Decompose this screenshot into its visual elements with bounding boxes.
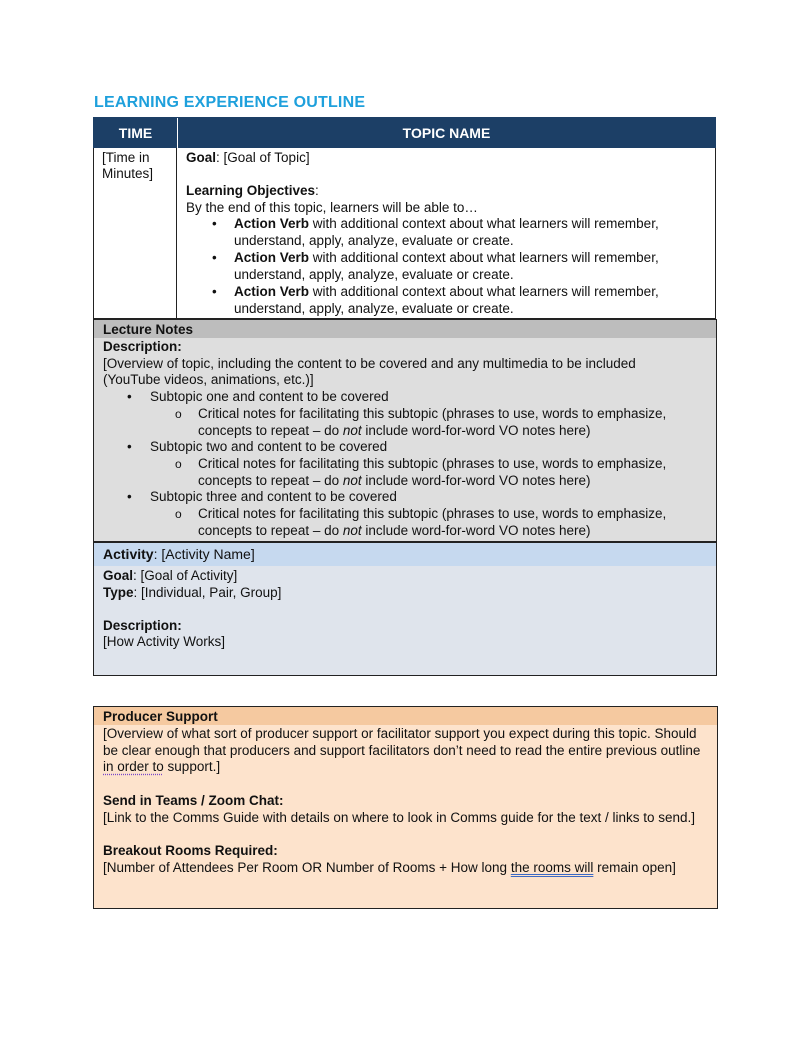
objective-verb: Action Verb xyxy=(234,216,310,231)
activity-goal xyxy=(103,568,716,585)
bullet-icon: • xyxy=(127,489,132,505)
table-header-row xyxy=(93,117,716,149)
bullet-icon: • xyxy=(212,284,217,299)
activity-description-value: [How Activity Works] xyxy=(103,634,226,650)
goal-line xyxy=(186,150,715,167)
note-text: Critical notes for facilitating this subtopic (phrases to use, words to emphasize, concepts to repeat – do xyxy=(198,455,667,488)
topic-row xyxy=(93,148,716,319)
objective-item xyxy=(186,216,715,249)
breakout-heading xyxy=(103,843,707,860)
subtopic-item xyxy=(103,439,716,456)
breakout-value xyxy=(103,860,707,877)
objective-text: with additional context about what learners will remember, understand, apply, analyze, evaluate or create. xyxy=(234,250,659,282)
bullet-icon: • xyxy=(212,250,217,265)
lecture-description-colon: : xyxy=(177,339,182,354)
grammar-flag[interactable]: the rooms will xyxy=(510,859,594,875)
circle-bullet-icon: o xyxy=(175,406,182,421)
note-text-end: include word-for-word VO notes here) xyxy=(361,422,591,438)
note-text-end: include word-for-word VO notes here) xyxy=(361,522,591,538)
subtopic-title: Subtopic three and content to be covered xyxy=(150,489,397,505)
activity-header[interactable] xyxy=(93,542,717,567)
subtopic-item xyxy=(103,389,716,406)
goal-label: Goal xyxy=(186,150,217,165)
chat-colon: : xyxy=(279,792,284,808)
breakout-colon: : xyxy=(273,842,278,858)
note-emphasis: not xyxy=(342,472,362,488)
subtopic-note xyxy=(103,456,716,489)
activity-name: : [Activity Name] xyxy=(153,546,255,562)
breakout-label: Breakout Rooms Required xyxy=(103,842,274,858)
activity-type xyxy=(103,585,716,602)
goal-value: : [Goal of Topic] xyxy=(216,150,310,165)
topic-column-header: TOPIC NAME xyxy=(402,125,491,141)
grammar-flag[interactable]: in order to xyxy=(103,759,164,775)
chat-value: [Link to the Comms Guide with details on where to look in Comms guide for the text / links to send.] xyxy=(103,809,696,825)
lecture-notes-header: Lecture Notes xyxy=(93,319,717,339)
activity-body[interactable] xyxy=(93,566,717,676)
activity-description-heading xyxy=(103,618,716,635)
activity-description-colon: : xyxy=(177,617,182,633)
bullet-icon: • xyxy=(127,439,132,455)
activity-goal-label: Goal xyxy=(103,568,134,583)
producer-overview-text: [Overview of what sort of producer support or facilitator support you expect during this topic. Should be clear enough that producers and support facilitators don’t need to read the entire previous outline xyxy=(103,726,701,758)
objective-text: with additional context about what learners will remember, understand, apply, analyze, evaluate or create. xyxy=(234,216,659,248)
objectives-heading xyxy=(186,183,715,200)
lecture-description-label: Description xyxy=(103,339,178,354)
breakout-text-end: remain open] xyxy=(593,859,676,875)
breakout-text: [Number of Attendees Per Room OR Number of Rooms + How long xyxy=(103,859,511,875)
subtopic-title: Subtopic one and content to be covered xyxy=(150,389,389,405)
objectives-label: Learning Objectives xyxy=(186,183,316,198)
lecture-description-text: [Overview of topic, including the content to be covered and any multimedia to be included (YouTube videos, animations, etc.)] xyxy=(103,355,636,388)
time-cell[interactable]: [Time in Minutes] xyxy=(94,148,177,318)
producer-overview-end: support.] xyxy=(163,759,221,775)
producer-overview xyxy=(103,726,707,776)
note-emphasis: not xyxy=(342,422,362,438)
bullet-icon: • xyxy=(212,216,217,231)
chat-heading xyxy=(103,793,707,810)
bullet-icon: • xyxy=(127,389,132,405)
subtopic-title: Subtopic two and content to be covered xyxy=(150,439,388,455)
document-title: LEARNING EXPERIENCE OUTLINE xyxy=(94,94,366,111)
producer-support-header: Producer Support xyxy=(93,706,718,726)
time-column-header: TIME xyxy=(94,118,178,148)
circle-bullet-icon: o xyxy=(175,456,182,471)
activity-description-label: Description xyxy=(103,617,178,633)
circle-bullet-icon: o xyxy=(175,507,182,522)
objective-verb: Action Verb xyxy=(234,250,310,265)
note-text: Critical notes for facilitating this subtopic (phrases to use, words to emphasize, concepts to repeat – do xyxy=(198,405,667,438)
topic-cell[interactable] xyxy=(178,148,715,318)
lecture-notes-body[interactable] xyxy=(93,338,717,542)
chat-label: Send in Teams / Zoom Chat xyxy=(103,792,280,808)
objective-item xyxy=(186,284,715,317)
objectives-intro: By the end of this topic, learners will be able to… xyxy=(186,199,478,215)
objective-verb: Action Verb xyxy=(234,284,310,299)
subtopic-note xyxy=(103,506,716,539)
objectives-colon: : xyxy=(315,183,319,198)
subtopic-item xyxy=(103,489,716,506)
lecture-description-heading xyxy=(103,339,716,356)
note-text-end: include word-for-word VO notes here) xyxy=(361,472,591,488)
subtopic-note xyxy=(103,406,716,439)
note-emphasis: not xyxy=(342,522,362,538)
activity-goal-value: : [Goal of Activity] xyxy=(133,568,238,583)
activity-type-label: Type xyxy=(103,584,134,600)
objective-text: with additional context about what learners will remember, understand, apply, analyze, evaluate or create. xyxy=(234,284,659,316)
activity-type-value: : [Individual, Pair, Group] xyxy=(133,584,282,600)
note-text: Critical notes for facilitating this subtopic (phrases to use, words to emphasize, concepts to repeat – do xyxy=(198,506,667,538)
objective-item xyxy=(186,250,715,283)
producer-support-body[interactable] xyxy=(93,725,718,909)
activity-label: Activity xyxy=(103,546,154,562)
